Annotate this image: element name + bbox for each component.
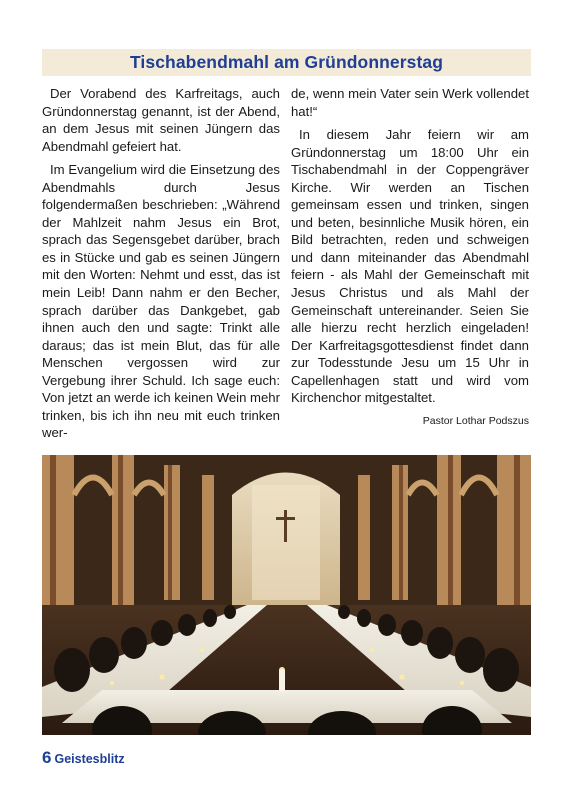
church-dinner-photo bbox=[42, 455, 531, 735]
paragraph-gospel: Im Evangelium wird die Einsetzung des Abendmahls durch Jesus folgendermaßen beschrieben: „Während der Mahlzeit nahm Jesus ein Brot, sprach das Segensgebet darüber, brach es in Stücke und gab es seinen Jüngern mit den Worten: Nehmt und esst, das ist mein Leib! Dann nahm er den Becher, sprach darüber das Dankgebet, gab ihnen auch den und sagte: Trinkt alle daraus; das ist mein Blut, das für alle Menschen vergossen wird zur Vergebung ihrer Schuld. Ich sage euch: Von jetzt an werde ich keinen Wein mehr trinken, bis ich ihn neu mit euch trinken wer- bbox=[42, 162, 280, 441]
author-signature: Pastor Lothar Podszus bbox=[422, 414, 529, 427]
left-column bbox=[42, 85, 280, 448]
magazine-name: Geistesblitz bbox=[54, 752, 125, 766]
paragraph-intro: Der Vorabend des Karfreitags, auch Gründonnerstag genannt, ist der Abend, an dem Jesus mit seinen Jüngern das Abendmahl gefeiert hat. bbox=[42, 86, 280, 154]
article-title-bar bbox=[42, 49, 531, 76]
article-title: Tischabendmahl am Gründonnerstag bbox=[129, 52, 444, 72]
right-column bbox=[291, 85, 529, 428]
page-footer bbox=[42, 748, 125, 768]
page-number: 6 bbox=[42, 748, 52, 767]
paragraph-gospel-continuation: de, wenn mein Vater sein Werk vollendet hat!“ bbox=[291, 86, 529, 119]
paragraph-invitation: In diesem Jahr feiern wir am Gründonnerstag um 18:00 Uhr ein Tischabendmahl in der Coppengräver Kirche. Wir werden an Tischen gemeinsam essen und trinken, singen und beten, besinnliche Musik hören, ein Bild betrachten, reden und schweigen und dann miteinander das Abendmahl feiern - als Mahl der Gemeinschaft mit Jesus Christus und als Mahl der Gemeinschaft untereinander. Seien Sie alle hierzu recht herzlich eingeladen! Der Karfreitagsgottesdienst findet dann zur Todesstunde Jesu um 15 Uhr in Capellenhagen statt und wird vom Kirchenchor mitgestaltet. bbox=[291, 127, 529, 406]
